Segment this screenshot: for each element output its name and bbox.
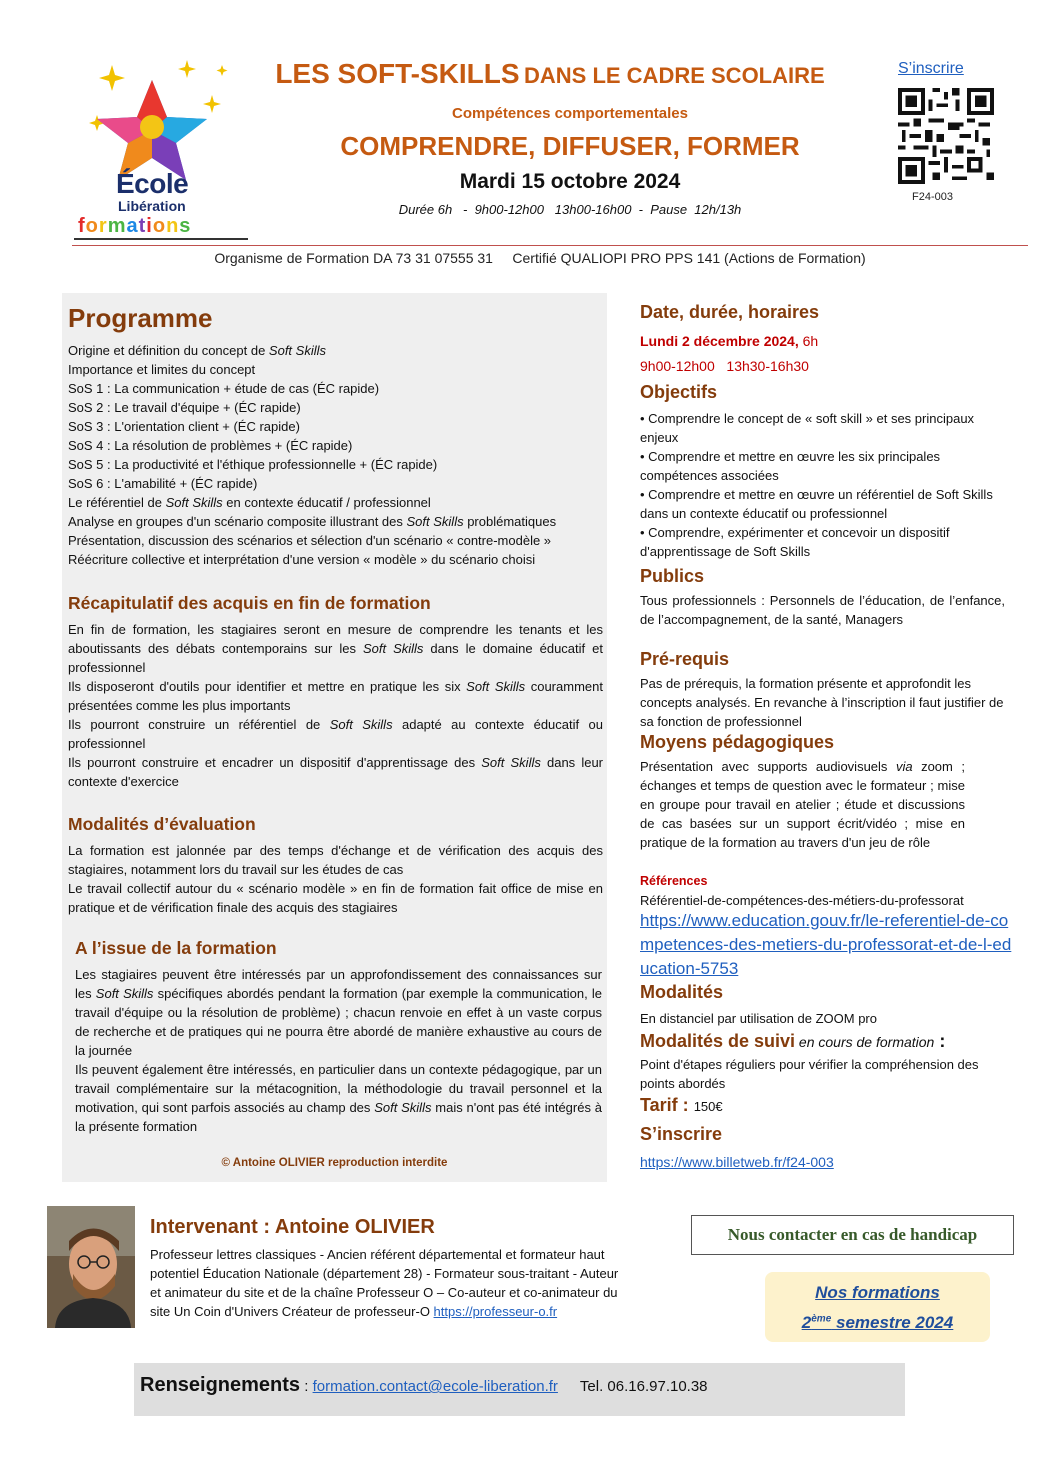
objectifs-title: Objectifs: [640, 382, 718, 402]
contact-info: Renseignements : formation.contact@ecole-liberation.fr Tel. 06.16.97.10.38: [140, 1374, 708, 1396]
page-title: [250, 58, 850, 90]
programme-item: SoS 5 : La productivité et l'éthique professionnelle + (ÉC rapide): [68, 457, 438, 472]
hours-line: 9h00-12h00 13h30-16h30: [640, 358, 809, 374]
recap-paragraph: Ils disposeront d'outils pour identifier et mettre en pratique les six Soft Skills couramment présentées comme les plus importants: [68, 679, 603, 713]
qr-code-icon[interactable]: [898, 88, 994, 184]
references-text: Référentiel-de-compétences-des-métiers-du-professorat: [640, 893, 964, 908]
moyens-text: Présentation avec supports audiovisuels via zoom ; échanges et temps de question avec le formateur ; mise en groupe pour travail en atelier ; étude et discussions de cas basées sur un support écrit/vidéo ; mise en pratique de la formation au travers d'un jeu de rôle: [640, 759, 965, 850]
subtitle-main: COMPRENDRE, DIFFUSER, FORMER: [340, 131, 800, 161]
logo-formations-text: formations: [78, 215, 192, 237]
programme-item: SoS 3 : L'orientation client + (ÉC rapide): [68, 419, 300, 434]
copyright-notice: © Antoine OLIVIER reproduction interdite: [221, 1157, 448, 1169]
objectifs-list: [640, 409, 1005, 561]
evaluation-text: [68, 841, 603, 917]
speaker-website-link[interactable]: https://professeur-o.fr: [433, 1304, 558, 1319]
nos-formations-link[interactable]: Nos formations 2ème semestre 2024: [765, 1272, 990, 1342]
speaker-title: Intervenant : Antoine OLIVIER: [150, 1216, 435, 1238]
contact-phone: Tel. 06.16.97.10.38: [579, 1378, 708, 1395]
tarif-row: Tarif : 150€: [640, 1095, 723, 1115]
recap-paragraph: En fin de formation, les stagiaires seront en mesure de comprendre les tenants et les aboutissants des débats contemporains sur les Soft Skills dans le domaine éducatif et professionnel: [68, 622, 603, 675]
qr-code-label: F24-003: [912, 191, 953, 203]
issue-text: [75, 965, 602, 1136]
programme-item: SoS 1 : La communication + étude de cas (ÉC rapide): [68, 381, 380, 396]
programme-item: SoS 4 : La résolution de problèmes + (ÉC rapide): [68, 438, 353, 453]
event-date: Mardi 15 octobre 2024: [459, 170, 681, 193]
modalites-text: En distanciel par utilisation de ZOOM pro: [640, 1011, 877, 1026]
programme-item: Présentation, discussion des scénarios et sélection d'un scénario « contre-modèle »: [68, 533, 552, 548]
register-link-top[interactable]: S’inscrire: [898, 60, 964, 77]
register-link[interactable]: https://www.billetweb.fr/f24-003: [640, 1154, 834, 1170]
speaker-bio: Professeur lettres classiques - Ancien référent départemental et formateur haut potentiel Éducation Nationale (département 28) - Formateur sous-traitant - Auteur et animateur du site et de la chaîne Professeur O – Co-auteur et co-animateur du site Un Coin d'Univers Créateur de professeur-O https://professeur-o.fr: [150, 1247, 619, 1319]
objectif-item: • Comprendre et mettre en œuvre les six principales compétences associées: [640, 449, 941, 483]
programme-item: Origine et définition du concept de Soft Skills: [68, 343, 326, 358]
programme-item: Analyse en groupes d'un scénario composite illustrant des Soft Skills problématiques: [68, 514, 557, 529]
inscrire-title: S’inscrire: [640, 1124, 723, 1144]
recap-paragraph: Ils pourront construire et encadrer un dispositif d'apprentissage des Soft Skills dans leur contexte d'exercice: [68, 755, 603, 789]
modalites-title: Modalités: [640, 982, 724, 1002]
title-main: LES SOFT-SKILLS: [275, 58, 520, 89]
references-link[interactable]: https://www.education.gouv.fr/le-referentiel-de-competences-des-metiers-du-professorat-et-de-l-education-5753: [640, 911, 1012, 978]
programme-list: [68, 341, 603, 569]
contact-email-link[interactable]: formation.contact@ecole-liberation.fr: [312, 1378, 558, 1395]
publics-title: Publics: [640, 566, 705, 586]
issue-paragraph: Ils peuvent également être intéressés, en particulier dans un contexte pédagogique, par un travail complémentaire sur la métacognition, la méthodologie du travail personnel et la motivation, qui sont parfois associés au champ des Soft Skills mais n'ont pas été intégrés à la présente formation: [75, 1062, 602, 1134]
objectif-item: • Comprendre et mettre en œuvre un référentiel de Soft Skills dans un contexte éducatif ou professionnel: [640, 487, 993, 521]
recap-title: Récapitulatif des acquis en fin de formation: [68, 593, 431, 613]
header-divider: [72, 245, 1028, 246]
event-duration: Durée 6h - 9h00-12h00 13h00-16h00 - Pause 12h/13h: [398, 202, 742, 217]
evaluation-paragraph: Le travail collectif autour du « scénario modèle » en fin de formation fait office de mise en pratique et de vérification finale des acquis des stagiaires: [68, 881, 603, 915]
objectif-item: • Comprendre le concept de « soft skill » et ses principaux enjeux: [640, 411, 975, 445]
handicap-contact-box: Nous contacter en cas de handicap: [691, 1215, 1014, 1255]
title-secondary: DANS LE CADRE SCOLAIRE: [524, 63, 825, 88]
logo-liberation-text: Libération: [118, 198, 186, 214]
programme-item: Importance et limites du concept: [68, 362, 256, 377]
programme-item: Réécriture collective et interprétation d'une version « modèle » du scénario choisi: [68, 552, 536, 567]
evaluation-paragraph: La formation est jalonnée par des temps d'échange et de vérification des acquis des stagiaires, notamment lors du travail sur les études de cas: [68, 843, 603, 877]
publics-text: Tous professionnels : Personnels de l’éducation, de l’enfance, de l’accompagnement, de la santé, Managers: [640, 593, 1005, 627]
date-section-title: Date, durée, horaires: [640, 302, 820, 322]
logo-ecole-text: École: [116, 168, 189, 199]
recap-text: [68, 620, 603, 791]
programme-title: Programme: [68, 303, 213, 333]
programme-item: SoS 6 : L'amabilité + (ÉC rapide): [68, 476, 258, 491]
suivi-title: Modalités de suivi en cours de formation :: [640, 1031, 946, 1051]
issue-paragraph: Les stagiaires peuvent être intéressés par un approfondissement des connaissances sur les Soft Skills spécifiques abordés pendant la formation (par exemple la communication, le travail d'équipe ou la résolution de problème) ; chacun renvoie en effet à un vaste corpus de recherche et de pratiques qui ne pourra être abordé de manière exhaustive au cours de la journée: [75, 967, 603, 1058]
prerequis-title: Pré-requis: [640, 649, 730, 669]
speaker-photo: [47, 1206, 135, 1328]
organisation-line: Organisme de Formation DA 73 31 07555 31 Certifié QUALIOPI PRO PPS 141 (Actions de Formation): [214, 250, 866, 266]
moyens-title: Moyens pédagogiques: [640, 732, 835, 752]
programme-item: Le référentiel de Soft Skills en contexte éducatif / professionnel: [68, 495, 431, 510]
subtitle: Compétences comportementales: [452, 105, 688, 122]
issue-title: A l’issue de la formation: [75, 938, 277, 958]
evaluation-title: Modalités d’évaluation: [68, 814, 256, 834]
references-title: Références: [640, 874, 708, 888]
programme-item: SoS 2 : Le travail d'équipe + (ÉC rapide): [68, 400, 301, 415]
date-line: Lundi 2 décembre 2024, 6h: [640, 333, 819, 349]
objectif-item: • Comprendre, expérimenter et concevoir un dispositif d'apprentissage de Soft Skills: [640, 525, 950, 559]
logo-underline: [74, 238, 248, 240]
prerequis-text: Pas de prérequis, la formation présente et approfondit les concepts analysés. En revanche à l’inscription il faut justifier de sa fonction de professionnel: [640, 676, 1004, 729]
recap-paragraph: Ils pourront construire un référentiel de Soft Skills adapté au contexte éducatif ou professionnel: [68, 717, 603, 751]
suivi-text: Point d'étapes réguliers pour vérifier la compréhension des points abordés: [640, 1057, 979, 1091]
